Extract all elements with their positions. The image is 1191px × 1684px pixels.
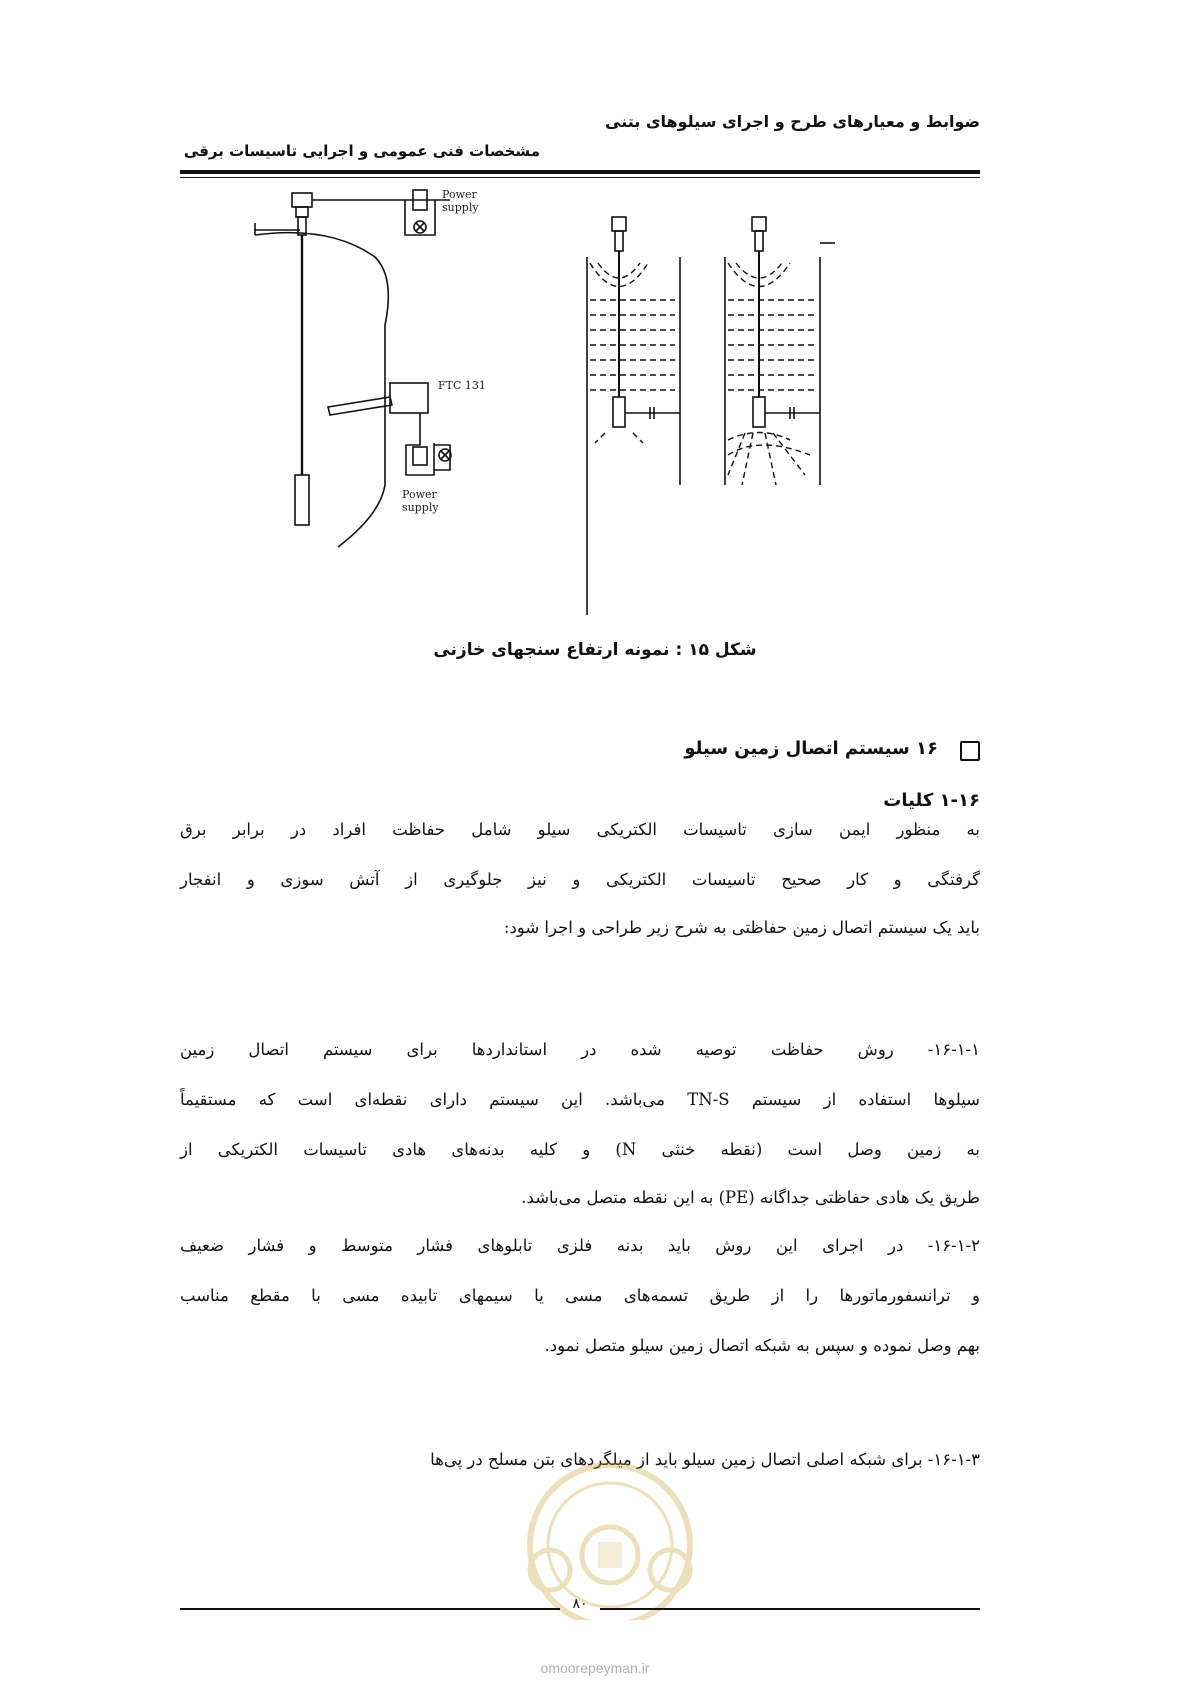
- header-rule-thin: [180, 177, 980, 178]
- subsection-heading: ۱-۱۶ کلیات: [883, 790, 980, 811]
- paragraph-line: طریق یک هادی حفاظتی جداگانه (PE) به این نقطه متصل می‌باشد.: [521, 1188, 980, 1207]
- side-probe-rod: [328, 397, 392, 415]
- paragraph-line: ۱۶-۱-۳- برای شبکه اصلی اتصال زمین سیلو باید از میلگردهای بتن مسلح در پی‌ها: [430, 1450, 980, 1469]
- section-heading: [560, 738, 980, 768]
- probe-weight: [295, 475, 309, 525]
- section-heading-text: ۱۶ سیستم اتصال زمین سیلو: [684, 738, 938, 759]
- checkbox-square-icon: [960, 741, 980, 761]
- figure-drawing: [180, 185, 980, 615]
- paragraph-line: ۱۶-۱-۱- روش حفاظت توصیه شده در استانداردها برای سیستم اتصال زمین: [180, 1040, 980, 1059]
- sensor-head-side: [390, 383, 428, 413]
- watermark-url: omoorepeyman.ir: [540, 1660, 650, 1676]
- paragraph-line: باید یک سیستم اتصال زمین حفاظتی به شرح زیر طراحی و اجرا شود:: [503, 918, 980, 937]
- figure-caption: شکل ۱۵ : نمونه ارتفاع سنجهای خازنی: [433, 640, 757, 660]
- sensor-model-label: FTC 131: [438, 379, 486, 392]
- paragraph-line: سیلوها استفاده از سیستم TN-S می‌باشد. این سیستم دارای نقطه‌ای است که مستقیماً: [180, 1090, 980, 1109]
- running-header-title: ضوابط و معیارهای طرح و اجرای سیلوهای بتنی: [605, 112, 980, 131]
- power-supply-top-line1: Power: [442, 188, 477, 201]
- power-supply-bottom-line2: supply: [402, 501, 439, 514]
- paragraph-line: گرفتگی و کار صحیح تاسیسات الکتریکی و نیز جلوگیری از آتش سوزی و انفجار: [180, 870, 980, 889]
- silo-wall-left: [255, 223, 388, 547]
- page-number: ۸۰: [572, 1596, 588, 1612]
- footer-rule-right: [600, 1608, 980, 1610]
- power-supply-top-line2: supply: [442, 201, 479, 214]
- power-supply-bottom-line1: Power: [402, 488, 437, 501]
- paragraph-line: به منظور ایمن سازی تاسیسات الکتریکی سیلو شامل حفاظت افراد در برابر برق: [180, 820, 980, 839]
- sensor-head-right: [752, 217, 766, 231]
- paragraph-line: به زمین وصل است (نقطه خنثی N) و کلیه بدنه‌های هادی تاسیسات الکتریکی از: [180, 1140, 980, 1159]
- paragraph-line: و ترانسفورماتورها را از طریق تسمه‌های مسی یا سیمهای تابیده مسی با مقطع مناسب: [180, 1286, 980, 1305]
- sensor-head-mid: [612, 217, 626, 231]
- paragraph-line: بهم وصل نموده و سپس به شبکه اتصال زمین سیلو متصل نمود.: [544, 1336, 980, 1355]
- capacitive-level-sensor-figure: [180, 185, 980, 615]
- paragraph-line: ۱۶-۱-۲- در اجرای این روش باید بدنه فلزی تابلوهای فشار متوسط و فشار ضعیف: [180, 1236, 980, 1255]
- footer-rule-left: [180, 1608, 560, 1610]
- running-header-subtitle: مشخصات فنی عمومی و اجرایی تاسیسات برقی: [183, 142, 540, 160]
- watermark-seal: [480, 1430, 740, 1620]
- sensor-head-top: [292, 193, 312, 207]
- header-rule-thick: [180, 170, 980, 174]
